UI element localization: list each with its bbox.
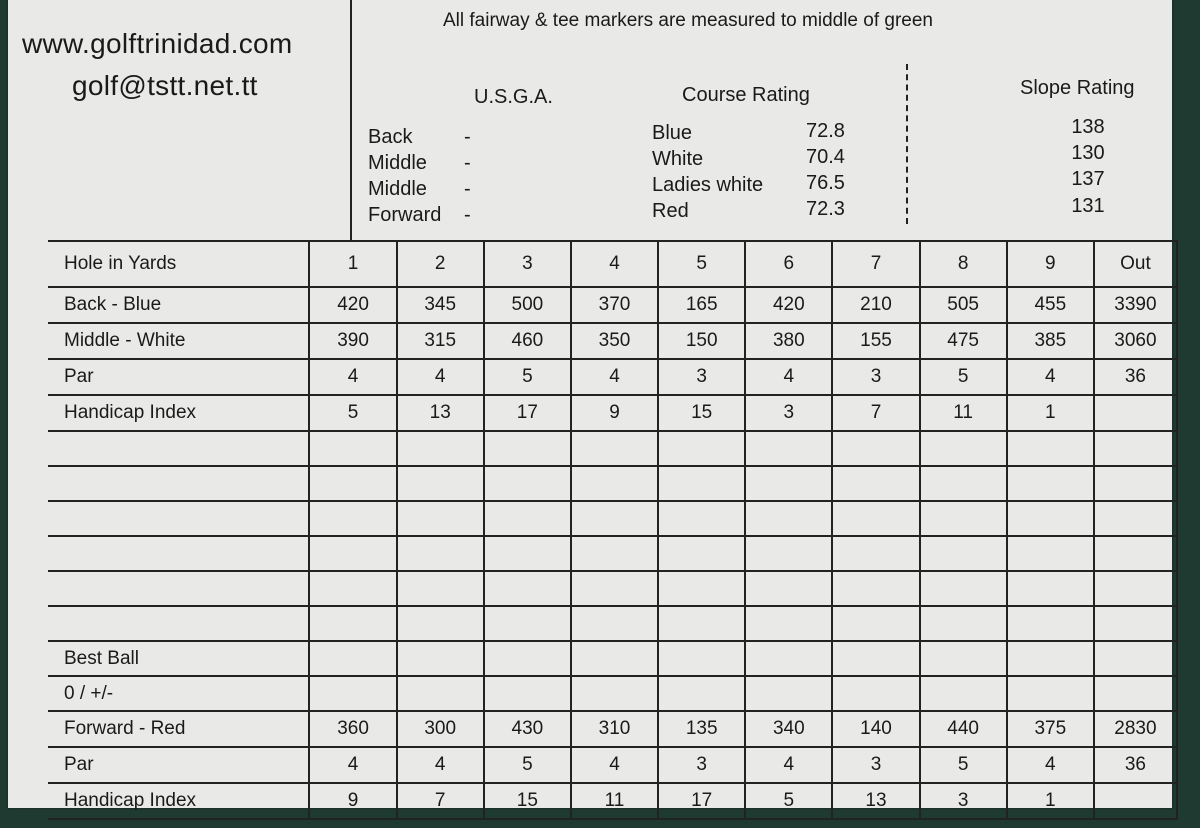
blank-score-row — [48, 571, 1177, 606]
score-entry-cell[interactable] — [1094, 606, 1177, 641]
handicap-cell: 5 — [745, 783, 832, 819]
score-entry-cell[interactable] — [1007, 466, 1094, 501]
row-label: 0 / +/- — [48, 676, 309, 711]
tee-middle: Middle — [368, 152, 427, 174]
score-entry-cell[interactable] — [309, 641, 396, 676]
handicap-cell: 1 — [1007, 395, 1094, 431]
score-entry-cell[interactable] — [920, 501, 1007, 536]
score-entry-cell[interactable] — [1007, 431, 1094, 466]
out-total-cell: 2830 — [1094, 711, 1177, 747]
blank-score-row — [48, 536, 1177, 571]
blank-score-row — [48, 606, 1177, 641]
hole-number: 7 — [832, 241, 919, 287]
yardage-cell: 310 — [571, 711, 658, 747]
table-header-row — [48, 241, 1177, 287]
score-entry-cell[interactable] — [397, 501, 484, 536]
handicap-cell: 13 — [397, 395, 484, 431]
row-label: Forward - Red — [48, 711, 309, 747]
yardage-cell: 420 — [745, 287, 832, 323]
score-entry-cell[interactable] — [658, 431, 745, 466]
hole-number: 1 — [309, 241, 396, 287]
handicap-cell: 13 — [832, 783, 919, 819]
score-entry-cell[interactable] — [484, 641, 571, 676]
score-entry-cell[interactable] — [309, 501, 396, 536]
yardage-cell: 150 — [658, 323, 745, 359]
score-entry-cell[interactable] — [1094, 641, 1177, 676]
table-row-middle-white — [48, 323, 1177, 359]
handicap-cell: 7 — [397, 783, 484, 819]
score-entry-cell[interactable] — [745, 466, 832, 501]
score-entry-cell[interactable] — [745, 676, 832, 711]
score-entry-cell[interactable] — [745, 606, 832, 641]
score-entry-cell[interactable] — [745, 536, 832, 571]
yardage-cell: 210 — [832, 287, 919, 323]
yardage-cell: 375 — [1007, 711, 1094, 747]
score-entry-cell[interactable] — [571, 641, 658, 676]
score-entry-cell[interactable] — [745, 501, 832, 536]
handicap-cell: 7 — [832, 395, 919, 431]
score-entry-cell[interactable] — [1007, 641, 1094, 676]
score-table — [48, 240, 1178, 820]
score-entry-cell[interactable] — [484, 501, 571, 536]
score-entry-cell[interactable] — [1007, 676, 1094, 711]
score-entry-cell[interactable] — [309, 466, 396, 501]
contact-box — [8, 0, 352, 242]
score-entry-cell[interactable] — [397, 571, 484, 606]
table-row-forward-red — [48, 711, 1177, 747]
score-entry-cell[interactable] — [745, 431, 832, 466]
tee-dash: - — [464, 152, 471, 174]
score-entry-cell[interactable] — [571, 501, 658, 536]
slope-divider — [906, 64, 910, 224]
yardage-cell: 475 — [920, 323, 1007, 359]
handicap-cell: 15 — [484, 783, 571, 819]
blank-label-cell[interactable] — [48, 571, 309, 606]
score-entry-cell[interactable] — [484, 571, 571, 606]
score-entry-cell[interactable] — [658, 536, 745, 571]
score-entry-cell[interactable] — [1007, 536, 1094, 571]
yardage-cell: 345 — [397, 287, 484, 323]
table-row-par-bottom — [48, 747, 1177, 783]
handicap-cell: 15 — [658, 395, 745, 431]
hole-number: 2 — [397, 241, 484, 287]
score-entry-cell[interactable] — [920, 536, 1007, 571]
score-entry-cell[interactable] — [832, 606, 919, 641]
out-total-cell: 3390 — [1094, 287, 1177, 323]
blank-label-cell[interactable] — [48, 501, 309, 536]
hole-number: 5 — [658, 241, 745, 287]
score-entry-cell[interactable] — [832, 676, 919, 711]
yardage-cell: 390 — [309, 323, 396, 359]
score-entry-cell[interactable] — [745, 571, 832, 606]
blank-score-row — [48, 431, 1177, 466]
score-entry-cell[interactable] — [920, 676, 1007, 711]
score-entry-cell[interactable] — [397, 606, 484, 641]
blank-label-cell[interactable] — [48, 536, 309, 571]
tee-color: Red — [652, 200, 689, 222]
tee-color: Ladies white — [652, 174, 764, 196]
tee-dash: - — [464, 178, 471, 200]
out-total-cell: 3060 — [1094, 323, 1177, 359]
yardage-cell: 430 — [484, 711, 571, 747]
score-entry-cell[interactable] — [571, 676, 658, 711]
yardage-cell: 380 — [745, 323, 832, 359]
score-entry-cell[interactable] — [658, 606, 745, 641]
par-cell: 5 — [484, 747, 571, 783]
yardage-cell: 140 — [832, 711, 919, 747]
score-entry-cell[interactable] — [397, 641, 484, 676]
yardage-cell: 505 — [920, 287, 1007, 323]
handicap-cell: 17 — [658, 783, 745, 819]
table-row-handicap — [48, 395, 1177, 431]
score-entry-cell[interactable] — [397, 676, 484, 711]
score-entry-cell[interactable] — [658, 641, 745, 676]
score-entry-cell[interactable] — [309, 606, 396, 641]
header-label: Hole in Yards — [48, 241, 309, 287]
row-label: Par — [48, 359, 309, 395]
yardage-cell: 455 — [1007, 287, 1094, 323]
score-entry-cell[interactable] — [832, 571, 919, 606]
yardage-cell: 340 — [745, 711, 832, 747]
score-entry-cell[interactable] — [920, 606, 1007, 641]
tee-color: Blue — [652, 122, 693, 144]
score-entry-cell[interactable] — [571, 431, 658, 466]
par-cell: 4 — [571, 359, 658, 395]
course-rating-value: 76.5 — [806, 172, 845, 194]
tee-dash: - — [464, 126, 471, 148]
score-entry-cell[interactable] — [309, 431, 396, 466]
yardage-cell: 440 — [920, 711, 1007, 747]
par-cell: 4 — [309, 747, 396, 783]
score-entry-cell[interactable] — [484, 466, 571, 501]
score-entry-cell[interactable] — [571, 466, 658, 501]
course-rating-value: 70.4 — [806, 146, 845, 168]
score-entry-cell[interactable] — [1007, 606, 1094, 641]
handicap-cell: 9 — [309, 783, 396, 819]
handicap-cell: 3 — [745, 395, 832, 431]
score-entry-cell[interactable] — [832, 501, 919, 536]
table-row-handicap-bottom — [48, 783, 1177, 819]
par-cell: 4 — [1007, 359, 1094, 395]
slope-rating-value: 131 — [1071, 195, 1105, 217]
scorecard-header — [8, 0, 1172, 242]
score-entry-cell[interactable] — [832, 536, 919, 571]
score-entry-cell[interactable] — [832, 466, 919, 501]
score-entry-cell[interactable] — [1094, 676, 1177, 711]
score-entry-cell[interactable] — [309, 571, 396, 606]
hole-number: 4 — [571, 241, 658, 287]
score-entry-cell[interactable] — [1007, 501, 1094, 536]
course-rating-value: 72.8 — [806, 120, 845, 142]
table-row-best-ball — [48, 641, 1177, 676]
par-cell: 3 — [832, 359, 919, 395]
out-total-cell: 36 — [1094, 747, 1177, 783]
yardage-cell: 300 — [397, 711, 484, 747]
score-entry-cell[interactable] — [484, 676, 571, 711]
slope-rating-value: 138 — [1071, 116, 1105, 138]
par-cell: 4 — [309, 359, 396, 395]
score-entry-cell[interactable] — [484, 536, 571, 571]
blank-score-row — [48, 501, 1177, 536]
par-cell: 4 — [571, 747, 658, 783]
yardage-cell: 420 — [309, 287, 396, 323]
row-label: Handicap Index — [48, 783, 309, 819]
yardage-cell: 500 — [484, 287, 571, 323]
par-cell: 3 — [658, 747, 745, 783]
handicap-cell: 3 — [920, 783, 1007, 819]
hole-number: 6 — [745, 241, 832, 287]
tee-dash: - — [464, 204, 471, 226]
handicap-cell: 11 — [571, 783, 658, 819]
score-entry-cell[interactable] — [397, 466, 484, 501]
score-entry-cell[interactable] — [658, 676, 745, 711]
yardage-cell: 350 — [571, 323, 658, 359]
handicap-cell: 5 — [309, 395, 396, 431]
scorecard — [8, 0, 1172, 811]
blank-label-cell[interactable] — [48, 466, 309, 501]
course-rating-label: Course Rating — [682, 84, 810, 106]
slope-rating-value: 130 — [1071, 142, 1105, 164]
yardage-cell: 155 — [832, 323, 919, 359]
yardage-cell: 460 — [484, 323, 571, 359]
website-text: www.golftrinidad.com — [22, 28, 293, 59]
score-entry-cell[interactable] — [1094, 536, 1177, 571]
par-cell: 4 — [745, 359, 832, 395]
score-entry-cell[interactable] — [832, 431, 919, 466]
tee-back: Back — [368, 126, 413, 148]
hole-number: 9 — [1007, 241, 1094, 287]
row-label: Par — [48, 747, 309, 783]
yardage-cell: 135 — [658, 711, 745, 747]
par-cell: 5 — [920, 747, 1007, 783]
score-entry-cell[interactable] — [1094, 571, 1177, 606]
score-entry-cell[interactable] — [484, 431, 571, 466]
par-cell: 5 — [484, 359, 571, 395]
handicap-cell: 17 — [484, 395, 571, 431]
score-entry-cell[interactable] — [397, 536, 484, 571]
par-cell: 3 — [832, 747, 919, 783]
score-entry-cell[interactable] — [1094, 501, 1177, 536]
email-text: golf@tstt.net.tt — [72, 70, 258, 101]
score-entry-cell[interactable] — [1094, 431, 1177, 466]
blank-label-cell[interactable] — [48, 606, 309, 641]
score-entry-cell[interactable] — [571, 571, 658, 606]
row-label: Best Ball — [48, 641, 309, 676]
score-entry-cell[interactable] — [920, 641, 1007, 676]
table-row-back-blue — [48, 287, 1177, 323]
score-entry-cell[interactable] — [920, 466, 1007, 501]
score-entry-cell[interactable] — [745, 641, 832, 676]
tee-forward: Forward — [368, 204, 442, 226]
measurement-note: All fairway & tee markers are measured to middle of green — [443, 10, 933, 31]
par-cell: 4 — [397, 747, 484, 783]
tee-middle: Middle — [368, 178, 427, 200]
row-label: Handicap Index — [48, 395, 309, 431]
tee-color: White — [652, 148, 704, 170]
out-total-header: Out — [1094, 241, 1177, 287]
row-label: Back - Blue — [48, 287, 309, 323]
hole-number: 8 — [920, 241, 1007, 287]
par-cell: 5 — [920, 359, 1007, 395]
par-cell: 4 — [397, 359, 484, 395]
score-entry-cell[interactable] — [571, 606, 658, 641]
handicap-cell: 11 — [920, 395, 1007, 431]
slope-rating-label: Slope Rating — [1020, 77, 1135, 99]
par-cell: 4 — [1007, 747, 1094, 783]
score-entry-cell[interactable] — [571, 536, 658, 571]
out-total-cell — [1094, 783, 1177, 819]
blank-label-cell[interactable] — [48, 431, 309, 466]
score-entry-cell[interactable] — [920, 571, 1007, 606]
score-entry-cell[interactable] — [1094, 466, 1177, 501]
yardage-cell: 315 — [397, 323, 484, 359]
table-row-par — [48, 359, 1177, 395]
out-total-cell: 36 — [1094, 359, 1177, 395]
score-entry-cell[interactable] — [658, 466, 745, 501]
score-entry-cell[interactable] — [309, 536, 396, 571]
par-cell: 3 — [658, 359, 745, 395]
yardage-cell: 165 — [658, 287, 745, 323]
yardage-cell: 385 — [1007, 323, 1094, 359]
slope-rating-value: 137 — [1071, 168, 1105, 190]
out-total-cell — [1094, 395, 1177, 431]
handicap-cell: 9 — [571, 395, 658, 431]
course-rating-value: 72.3 — [806, 198, 845, 220]
hole-number: 3 — [484, 241, 571, 287]
score-entry-cell[interactable] — [832, 641, 919, 676]
score-entry-cell[interactable] — [658, 501, 745, 536]
yardage-cell: 370 — [571, 287, 658, 323]
score-entry-cell[interactable] — [397, 431, 484, 466]
score-entry-cell[interactable] — [309, 676, 396, 711]
handicap-cell: 1 — [1007, 783, 1094, 819]
yardage-cell: 360 — [309, 711, 396, 747]
par-cell: 4 — [745, 747, 832, 783]
table-row-plus-minus — [48, 676, 1177, 711]
usga-label: U.S.G.A. — [474, 86, 553, 108]
score-entry-cell[interactable] — [658, 571, 745, 606]
row-label: Middle - White — [48, 323, 309, 359]
score-entry-cell[interactable] — [484, 606, 571, 641]
score-entry-cell[interactable] — [920, 431, 1007, 466]
blank-score-row — [48, 466, 1177, 501]
score-entry-cell[interactable] — [1007, 571, 1094, 606]
